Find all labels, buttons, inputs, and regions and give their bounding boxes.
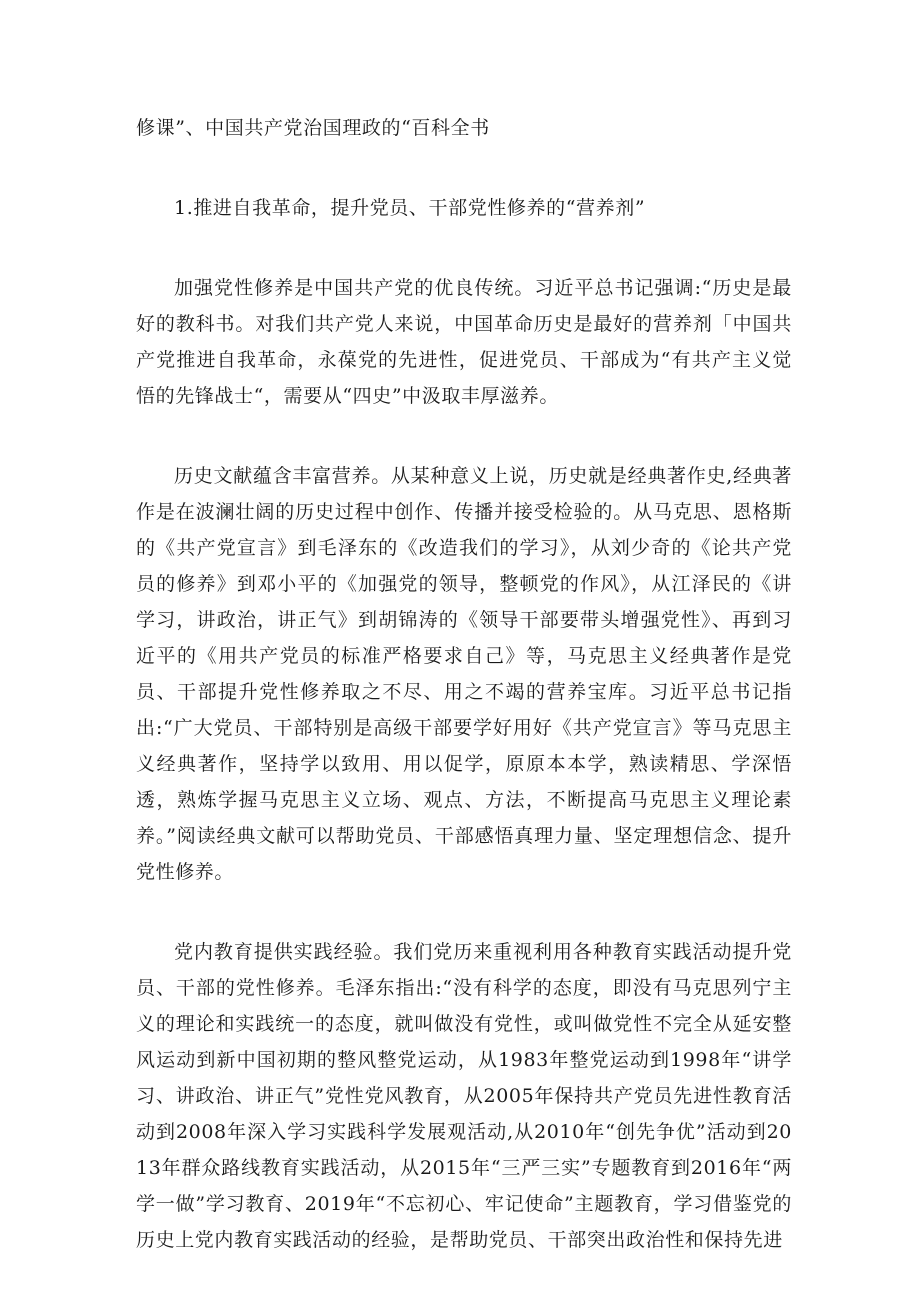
continuation-line: 修课”、中国共产党治国理政的“百科全书	[136, 117, 490, 139]
paragraph-party-spirit: 加强党性修养是中国共产党的优良传统。习近平总书记强调:“历史是最好的教科书。对我们共产党人来说，中国革命历史是最好的营养剂「中国共产党推进自我革命，永葆党的先进性，促进党员、干部成为“有共产主义觉悟的先锋战士“，需要从“四史”中汲取丰厚滋养。	[136, 277, 792, 407]
paragraph-party-education: 党内教育提供实践经验。我们党历来重视利用各种教育实践活动提升党员、干部的党性修养。毛泽东指出:“没有科学的态度，即没有马克思列宁主义的理论和实践统一的态度，就叫做没有党性，或叫做党性不完全从延安整风运动到新中国初期的整风整党运动，从1983年整党运动到1998年“讲学习、讲政治、讲正气”党性党风教育，从2005年保持共产党员先进性教育活动到2008年深入学习实践科学发展观活动,从2010年“创先争优”活动到2013年群众路线教育实践活动，从2015年“三严三实”专题教育到2016年“两学一做”学习教育、2019年“不忘初心、牢记使命”主题教育，学习借鉴党的历史上党内教育实践活动的经验，是帮助党员、干部突出政治性和保持先进	[136, 941, 792, 1251]
section-heading: 1.推进自我革命，提升党员、干部党性修养的“营养剂”	[174, 197, 646, 219]
paragraph-historical-documents: 历史文献蕴含丰富营养。从某种意义上说，历史就是经典著作史,经典著作是在波澜壮阔的历史过程中创作、传播并接受检验的。从马克思、恩格斯的《共产党宣言》到毛泽东的《改造我们的学习》，从刘少奇的《论共产党员的修养》到邓小平的《加强党的领导，整顿党的作风》，从江泽民的《讲学习，讲政治，讲正气》到胡锦涛的《领导干部要带头增强党性》、再到习近平的《用共产党员的标准严格要求自己》等，马克思主义经典著作是党员、干部提升党性修养取之不尽、用之不竭的营养宝库。习近平总书记指出:“广大党员、干部特别是高级干部要学好用好《共产党宣言》等马克思主义经典著作，坚持学以致用、用以促学，原原本本学，熟读精思、学深悟透，熟炼学握马克思主义立场、观点、方法，不断提高马克思主义理论素养。”阅读经典文献可以帮助党员、干部感悟真理力量、坚定理想信念、提升党性修养。	[136, 465, 792, 883]
